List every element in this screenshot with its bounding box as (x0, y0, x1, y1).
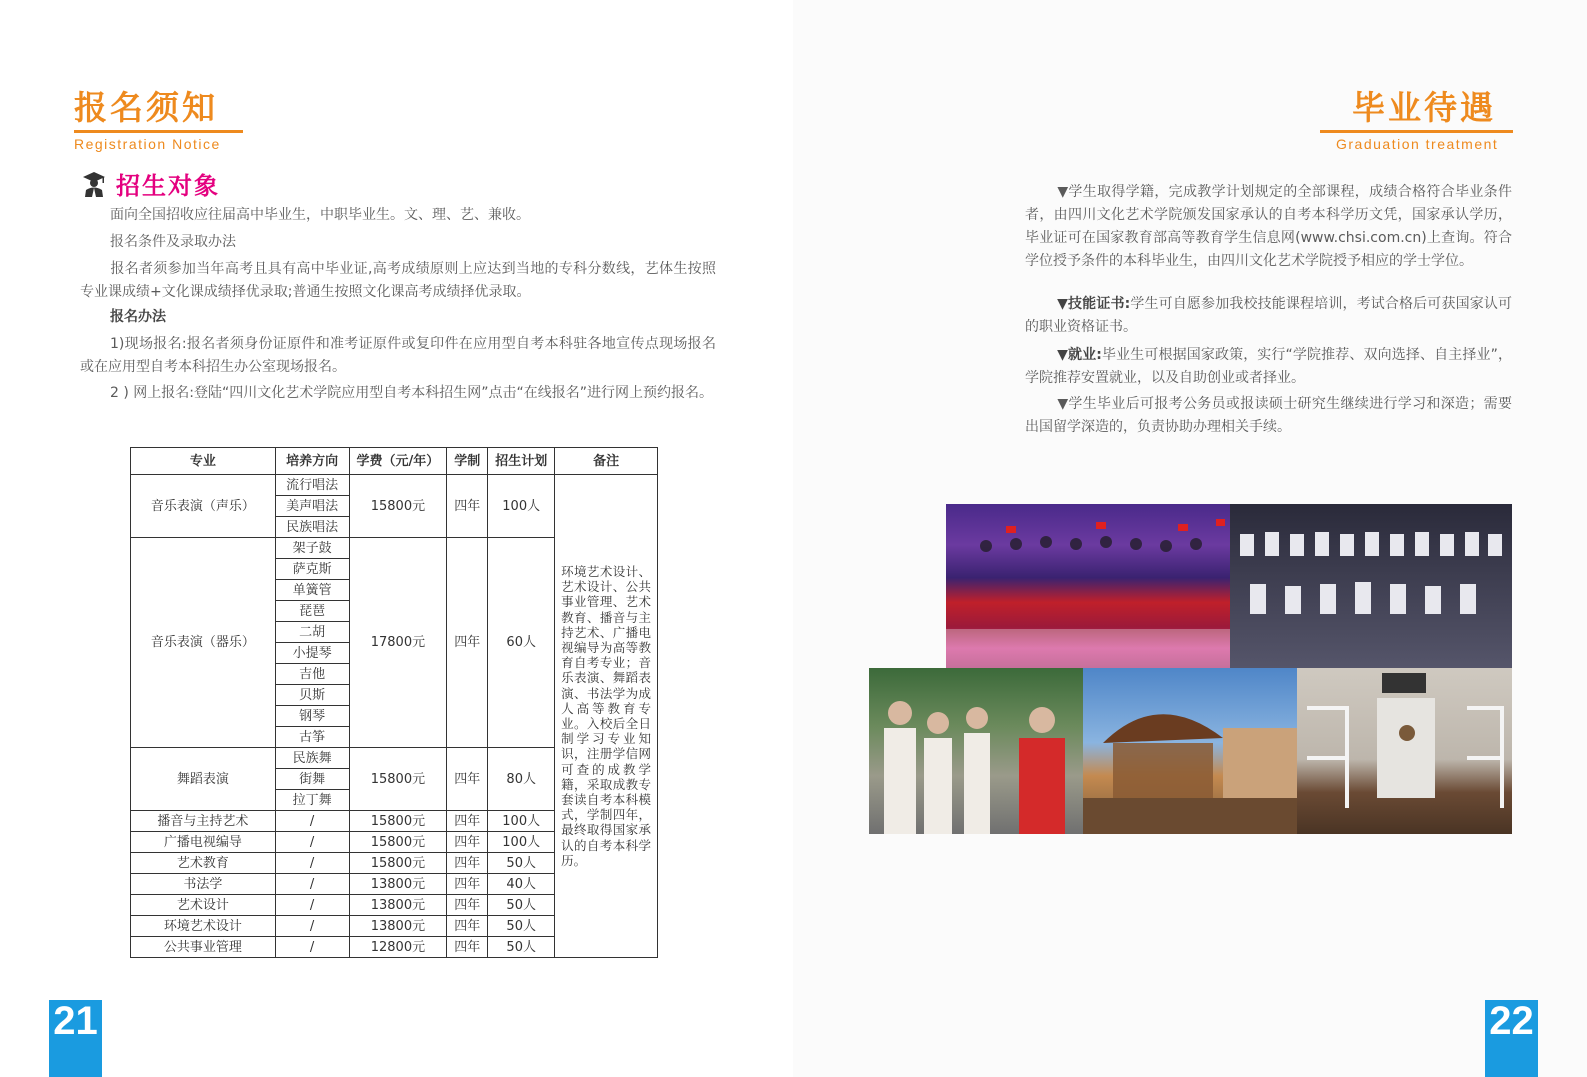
table-cell: 100人 (488, 475, 555, 538)
table-cell: 二胡 (275, 622, 349, 643)
table-cell: 小提琴 (275, 643, 349, 664)
table-cell: 艺术教育 (131, 853, 276, 874)
table-cell: 四年 (447, 916, 488, 937)
table-cell: 钢琴 (275, 706, 349, 727)
table-cell: 50人 (488, 895, 555, 916)
crowd-graphic (869, 668, 1083, 834)
table-cell: 15800元 (349, 475, 447, 538)
page-number-left: 21 (49, 1000, 102, 1077)
table-cell: 四年 (447, 832, 488, 853)
table-cell: 环境艺术设计 (131, 916, 276, 937)
table-cell: 四年 (447, 874, 488, 895)
table-header-row (131, 448, 658, 475)
choir-graphic (1230, 504, 1512, 668)
table-cell: 琵琶 (275, 601, 349, 622)
table-cell: 四年 (447, 748, 488, 811)
table-cell: / (275, 811, 349, 832)
table-cell: 四年 (447, 475, 488, 538)
table-cell: 15800元 (349, 748, 447, 811)
table-cell: / (275, 895, 349, 916)
table-cell: 古筝 (275, 727, 349, 748)
table-cell: 50人 (488, 853, 555, 874)
table-cell: 15800元 (349, 832, 447, 853)
table-cell: / (275, 832, 349, 853)
table-cell: 广播电视编导 (131, 832, 276, 853)
table-cell: 美声唱法 (275, 496, 349, 517)
choir-photo (1230, 504, 1512, 668)
header-direction: 培养方向 (275, 448, 349, 475)
table-cell: 100人 (488, 832, 555, 853)
table-cell: / (275, 937, 349, 958)
table-cell: 40人 (488, 874, 555, 895)
table-cell: 17800元 (349, 538, 447, 748)
table-cell: 15800元 (349, 811, 447, 832)
header-plan: 招生计划 (488, 448, 555, 475)
stage-performance-graphic (946, 504, 1230, 668)
para-online: 2 ) 网上报名:登陆“四川文化艺术学院应用型自考本科招生网”点击“在线报名”进行网上预约报名。 (110, 385, 713, 401)
table-cell: / (275, 916, 349, 937)
table-cell: 15800元 (349, 853, 447, 874)
para-method-heading: 报名办法 (110, 309, 166, 325)
registration-subtitle: Registration Notice (74, 136, 221, 152)
table-cell: 播音与主持艺术 (131, 811, 276, 832)
table-cell: 公共事业管理 (131, 937, 276, 958)
title-underline-right (1320, 130, 1513, 133)
table-cell: 书法学 (131, 874, 276, 895)
table-cell: 四年 (447, 811, 488, 832)
admission-target-label: 招生对象 (116, 172, 220, 200)
header-years: 学制 (447, 448, 488, 475)
table-cell: 萨克斯 (275, 559, 349, 580)
table-cell: 13800元 (349, 895, 447, 916)
para-employment: ▼就业:毕业生可根据国家政策，实行“学院推荐、双向选择、自主择业”，学院推荐安置就业，以及自助创业或者择业。 (1025, 347, 1512, 386)
pavilion-graphic (1083, 668, 1297, 834)
para-conditions-heading: 报名条件及录取办法 (110, 234, 236, 250)
table-cell: / (275, 874, 349, 895)
page-number-right: 22 (1485, 1000, 1538, 1077)
registration-crowd-photo (869, 668, 1083, 834)
table-cell: 13800元 (349, 916, 447, 937)
header-fee: 学费（元/年） (349, 448, 447, 475)
header-note: 备注 (555, 448, 658, 475)
para-target: 面向全国招收应往届高中毕业生，中职毕业生。文、理、艺、兼收。 (110, 207, 530, 223)
table-cell: 艺术设计 (131, 895, 276, 916)
para-further-study: ▼学生毕业后可报考公务员或报读硕士研究生继续进行学习和深造；需要出国留学深造的，负责协助办理相关手续。 (1025, 396, 1512, 435)
table-cell: 100人 (488, 811, 555, 832)
graduate-icon (82, 171, 106, 197)
para-diploma: ▼学生取得学籍，完成教学计划规定的全部课程，成绩合格符合毕业条件者，由四川文化艺术学院颁发国家承认的自考本科学历文凭，国家承认学历，毕业证可在国家教育部高等教育学生信息网(www.chsi.com.cn)上查询。符合学位授予条件的本科毕业生，由四川文化艺术学院授予相应的学士学位。 (1025, 184, 1512, 269)
table-cell: 50人 (488, 916, 555, 937)
para-certificate: ▼技能证书:学生可自愿参加我校技能课程培训，考试合格后可获国家认可的职业资格证书。 (1025, 296, 1513, 335)
table-row (131, 475, 658, 496)
table-note: 环境艺术设计、艺术设计、公共事业管理、艺术教育、播音与主持艺术、广播电视编导为高等教育自考专业；音乐表演、舞蹈表演、书法学为成人高等教育专业。入校后全日制学习专业知识，注册学信网可查的成教学籍，采取成教专套读自考本科模式，学制四年，最终取得国家承认的自考本科学历。 (555, 475, 658, 958)
dormitory-photo (1297, 668, 1512, 834)
table-cell: 街舞 (275, 769, 349, 790)
table-cell: 舞蹈表演 (131, 748, 276, 811)
table-cell: 吉他 (275, 664, 349, 685)
table-cell: 音乐表演（声乐） (131, 475, 276, 538)
table-cell: 拉丁舞 (275, 790, 349, 811)
fee-table (130, 447, 658, 958)
title-underline (74, 130, 243, 133)
graduation-subtitle: Graduation treatment (1336, 136, 1499, 152)
dormitory-graphic (1297, 668, 1512, 834)
stage-performance-photo (946, 504, 1230, 668)
table-cell: 流行唱法 (275, 475, 349, 496)
table-cell: 四年 (447, 538, 488, 748)
table-cell: 50人 (488, 937, 555, 958)
table-cell: 60人 (488, 538, 555, 748)
campus-pavilion-photo (1083, 668, 1297, 834)
para-conditions: 报名者须参加当年高考且具有高中毕业证,高考成绩原则上应达到当地的专科分数线，艺体生按照专业课成绩+文化课成绩择优录取;普通生按照文化课高考成绩择优录取。 (80, 261, 716, 300)
table-cell: 四年 (447, 895, 488, 916)
table-cell: 四年 (447, 853, 488, 874)
table-cell: 四年 (447, 937, 488, 958)
table-cell: 80人 (488, 748, 555, 811)
table-cell: 民族唱法 (275, 517, 349, 538)
graduation-title: 毕业待遇 (1352, 88, 1496, 127)
table-cell: 贝斯 (275, 685, 349, 706)
para-onsite: 1)现场报名:报名者须身份证原件和准考证原件或复印件在应用型自考本科驻各地宣传点现场报名或在应用型自考本科招生办公室现场报名。 (80, 336, 716, 375)
table-cell: / (275, 853, 349, 874)
table-cell: 音乐表演（器乐） (131, 538, 276, 748)
table-cell: 12800元 (349, 937, 447, 958)
header-major: 专业 (131, 448, 276, 475)
left-page (0, 0, 793, 1077)
admission-target-heading (82, 166, 220, 201)
registration-title: 报名须知 (74, 88, 218, 127)
table-cell: 架子鼓 (275, 538, 349, 559)
table-cell: 13800元 (349, 874, 447, 895)
table-cell: 民族舞 (275, 748, 349, 769)
table-cell: 单簧管 (275, 580, 349, 601)
